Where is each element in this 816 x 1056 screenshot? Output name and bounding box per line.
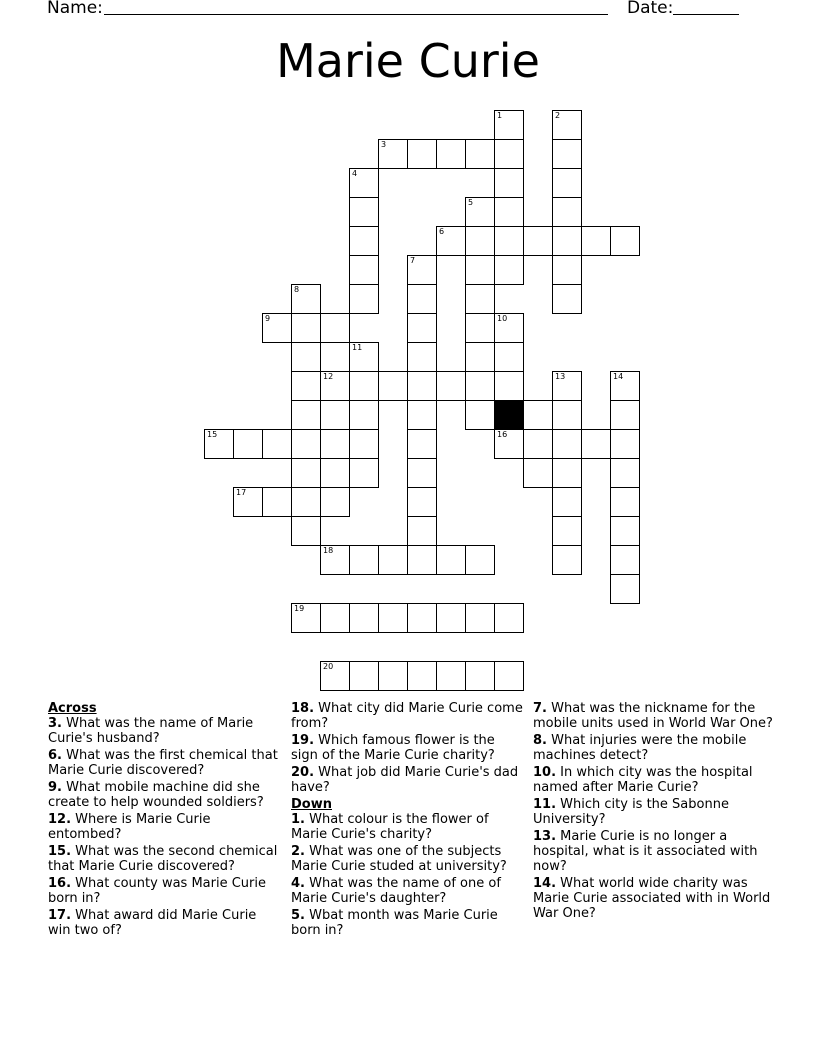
grid-cell[interactable]	[262, 487, 292, 517]
grid-cell[interactable]	[291, 400, 321, 430]
clue-number: 12.	[48, 812, 72, 827]
grid-cell[interactable]	[494, 139, 524, 169]
clue-item	[48, 876, 280, 906]
clue-item	[48, 716, 280, 746]
clue-item	[291, 844, 523, 874]
grid-cell[interactable]	[349, 545, 379, 575]
cell-number: 7	[410, 256, 416, 265]
clue-number: 11.	[533, 797, 557, 812]
grid-cell[interactable]	[378, 661, 408, 691]
grid-cell[interactable]	[291, 342, 321, 372]
grid-cell[interactable]	[349, 168, 379, 198]
clue-number: 20.	[291, 765, 315, 780]
clue-number: 9.	[48, 780, 62, 795]
clue-number: 13.	[533, 829, 557, 844]
grid-cell[interactable]	[494, 371, 524, 401]
grid-cell[interactable]	[494, 313, 524, 343]
grid-cell[interactable]	[436, 139, 466, 169]
grid-cell[interactable]	[291, 429, 321, 459]
grid-cell[interactable]	[494, 429, 524, 459]
grid-cell[interactable]	[407, 400, 437, 430]
grid-cell[interactable]	[436, 661, 466, 691]
grid-cell[interactable]	[407, 139, 437, 169]
grid-cell[interactable]	[407, 342, 437, 372]
clue-item	[533, 876, 773, 921]
clues-column-3	[533, 701, 773, 923]
clue-text: Which famous flower is the sign of the Marie Curie charity?	[291, 733, 495, 763]
grid-cell[interactable]	[465, 400, 495, 430]
grid-cell[interactable]	[436, 603, 466, 633]
grid-cell[interactable]	[465, 255, 495, 285]
grid-cell[interactable]	[320, 661, 350, 691]
clue-item	[48, 812, 280, 842]
cell-number: 10	[497, 314, 508, 323]
grid-cell[interactable]	[204, 429, 234, 459]
name-label: Name:	[47, 0, 103, 18]
clue-number: 14.	[533, 876, 557, 891]
grid-cell[interactable]	[494, 661, 524, 691]
grid-cell[interactable]	[407, 545, 437, 575]
cell-number: 2	[555, 111, 561, 120]
grid-cell[interactable]	[378, 545, 408, 575]
clue-item	[291, 765, 523, 795]
grid-cell[interactable]	[465, 342, 495, 372]
grid-cell[interactable]	[291, 516, 321, 546]
clue-item	[291, 812, 523, 842]
grid-cell[interactable]	[378, 139, 408, 169]
clue-text: What colour is the flower of Marie Curie's charity?	[291, 812, 489, 842]
grid-cell[interactable]	[465, 661, 495, 691]
clue-item	[291, 908, 523, 938]
grid-cell[interactable]	[320, 545, 350, 575]
date-label: Date:	[627, 0, 674, 18]
cell-number: 13	[555, 372, 566, 381]
grid-cell[interactable]	[349, 429, 379, 459]
grid-cell[interactable]	[523, 458, 553, 488]
grid-cell[interactable]	[320, 487, 350, 517]
grid-cell[interactable]	[494, 603, 524, 633]
grid-cell[interactable]	[494, 110, 524, 140]
grid-cell[interactable]	[523, 429, 553, 459]
grid-cell[interactable]	[581, 429, 611, 459]
grid-cell[interactable]	[494, 342, 524, 372]
cell-number: 17	[236, 488, 247, 497]
grid-cell[interactable]	[552, 168, 582, 198]
clue-text: What job did Marie Curie's dad have?	[291, 765, 519, 795]
clue-number: 18.	[291, 701, 315, 716]
clue-text: What county was Marie Curie born in?	[48, 876, 266, 906]
grid-cell[interactable]	[465, 284, 495, 314]
grid-cell[interactable]	[320, 371, 350, 401]
cell-number: 6	[439, 227, 445, 236]
grid-cell[interactable]	[349, 226, 379, 256]
cell-number: 16	[497, 430, 508, 439]
clue-text: What world wide charity was Marie Curie associated with in World War One?	[533, 876, 771, 921]
cell-number: 11	[352, 343, 363, 352]
grid-cell[interactable]	[465, 226, 495, 256]
clue-item	[533, 797, 773, 827]
grid-cell[interactable]	[349, 603, 379, 633]
clue-item	[533, 701, 773, 731]
clue-number: 16.	[48, 876, 72, 891]
grid-cell[interactable]	[465, 197, 495, 227]
grid-cell[interactable]	[465, 603, 495, 633]
page-title: Marie Curie	[276, 34, 540, 88]
clue-text: Where is Marie Curie entombed?	[48, 812, 211, 842]
grid-cell[interactable]	[407, 603, 437, 633]
grid-cell[interactable]	[552, 371, 582, 401]
clue-number: 10.	[533, 765, 557, 780]
grid-cell[interactable]	[262, 429, 292, 459]
grid-cell[interactable]	[552, 400, 582, 430]
grid-cell[interactable]	[552, 226, 582, 256]
grid-cell[interactable]	[291, 284, 321, 314]
clue-text: Which city is the Sabonne University?	[533, 797, 729, 827]
grid-cell[interactable]	[610, 574, 640, 604]
clue-text: Marie Curie is no longer a hospital, what is it associated with now?	[533, 829, 758, 874]
grid-cell[interactable]	[465, 313, 495, 343]
grid-cell[interactable]	[436, 545, 466, 575]
clue-number: 4.	[291, 876, 305, 891]
grid-cell[interactable]	[494, 168, 524, 198]
clue-text: What was the first chemical that Marie Curie discovered?	[48, 748, 278, 778]
grid-cell[interactable]	[291, 458, 321, 488]
grid-cell[interactable]	[581, 226, 611, 256]
grid-cell[interactable]	[610, 516, 640, 546]
clue-item	[533, 765, 773, 795]
grid-cell[interactable]	[610, 371, 640, 401]
cell-number: 1	[497, 111, 503, 120]
across-heading: Across	[48, 701, 97, 716]
clue-text: What was the second chemical that Marie Curie discovered?	[48, 844, 278, 874]
grid-cell[interactable]	[349, 284, 379, 314]
grid-cell[interactable]	[465, 545, 495, 575]
grid-cell[interactable]	[320, 429, 350, 459]
grid-cell[interactable]	[552, 458, 582, 488]
cell-number: 4	[352, 169, 358, 178]
clue-number: 19.	[291, 733, 315, 748]
clue-number: 2.	[291, 844, 305, 859]
clue-number: 5.	[291, 908, 305, 923]
clue-text: What was one of the subjects Marie Curie studed at university?	[291, 844, 507, 874]
grid-cell[interactable]	[465, 139, 495, 169]
grid-cell[interactable]	[262, 313, 292, 343]
grid-cell[interactable]	[407, 255, 437, 285]
grid-cell[interactable]	[407, 458, 437, 488]
clue-item	[48, 844, 280, 874]
clue-text: What mobile machine did she create to help wounded soldiers?	[48, 780, 264, 810]
cell-number: 18	[323, 546, 334, 555]
clue-item	[48, 748, 280, 778]
grid-cell[interactable]	[552, 197, 582, 227]
clue-text: In which city was the hospital named after Marie Curie?	[533, 765, 753, 795]
down-heading: Down	[291, 797, 332, 812]
clue-number: 15.	[48, 844, 72, 859]
grid-cell[interactable]	[349, 255, 379, 285]
grid-cell[interactable]	[523, 400, 553, 430]
grid-cell[interactable]	[291, 487, 321, 517]
grid-cell[interactable]	[349, 342, 379, 372]
clue-text: Wbat month was Marie Curie born in?	[291, 908, 498, 938]
clue-item	[291, 733, 523, 763]
clue-number: 8.	[533, 733, 547, 748]
clue-number: 3.	[48, 716, 62, 731]
grid-cell[interactable]	[320, 603, 350, 633]
cell-number: 14	[613, 372, 624, 381]
grid-cell[interactable]	[610, 400, 640, 430]
cell-number: 5	[468, 198, 474, 207]
grid-cell[interactable]	[378, 603, 408, 633]
grid-cell[interactable]	[552, 284, 582, 314]
clue-number: 7.	[533, 701, 547, 716]
grid-cell[interactable]	[349, 197, 379, 227]
grid-cell[interactable]	[291, 313, 321, 343]
grid-cell[interactable]	[610, 487, 640, 517]
grid-cell[interactable]	[407, 284, 437, 314]
cell-number: 12	[323, 372, 334, 381]
clues-column-2	[291, 701, 523, 940]
grid-cell[interactable]	[552, 255, 582, 285]
grid-cell[interactable]	[407, 487, 437, 517]
clue-text: What was the nickname for the mobile units used in World War One?	[533, 701, 773, 731]
cell-number: 9	[265, 314, 271, 323]
grid-cell[interactable]	[349, 400, 379, 430]
clue-text: What award did Marie Curie win two of?	[48, 908, 257, 938]
grid-cell[interactable]	[349, 661, 379, 691]
grid-cell[interactable]	[552, 429, 582, 459]
clue-text: What city did Marie Curie come from?	[291, 701, 523, 731]
grid-cell[interactable]	[407, 661, 437, 691]
grid-cell[interactable]	[291, 603, 321, 633]
grid-cell[interactable]	[349, 458, 379, 488]
grid-cell[interactable]	[552, 516, 582, 546]
grid-cell[interactable]	[436, 371, 466, 401]
grid-cell[interactable]	[407, 429, 437, 459]
clue-item	[533, 733, 773, 763]
cell-number: 15	[207, 430, 218, 439]
grid-cell[interactable]	[610, 429, 640, 459]
grid-cell[interactable]	[349, 371, 379, 401]
grid-cell[interactable]	[465, 371, 495, 401]
clue-number: 17.	[48, 908, 72, 923]
grid-cell[interactable]	[552, 545, 582, 575]
clue-item	[48, 780, 280, 810]
clue-item	[291, 701, 523, 731]
grid-cell[interactable]	[552, 139, 582, 169]
grid-cell[interactable]	[494, 255, 524, 285]
clue-text: What was the name of one of Marie Curie's daughter?	[291, 876, 501, 906]
grid-cell[interactable]	[552, 110, 582, 140]
black-cell	[494, 400, 524, 430]
grid-cell[interactable]	[407, 371, 437, 401]
clue-number: 1.	[291, 812, 305, 827]
clue-text: What injuries were the mobile machines detect?	[533, 733, 747, 763]
clue-item	[533, 829, 773, 874]
grid-cell[interactable]	[494, 197, 524, 227]
cell-number: 20	[323, 662, 334, 671]
clue-item	[48, 908, 280, 938]
grid-cell[interactable]	[378, 371, 408, 401]
grid-cell[interactable]	[523, 226, 553, 256]
grid-cell[interactable]	[291, 371, 321, 401]
grid-cell[interactable]	[407, 516, 437, 546]
grid-cell[interactable]	[407, 313, 437, 343]
grid-cell[interactable]	[610, 458, 640, 488]
grid-cell[interactable]	[552, 487, 582, 517]
grid-cell[interactable]	[494, 226, 524, 256]
grid-cell[interactable]	[233, 429, 263, 459]
cell-number: 3	[381, 140, 387, 149]
grid-cell[interactable]	[436, 226, 466, 256]
grid-cell[interactable]	[610, 545, 640, 575]
cell-number: 8	[294, 285, 300, 294]
clues-column-1	[48, 701, 280, 940]
clue-item	[291, 876, 523, 906]
grid-cell[interactable]	[610, 226, 640, 256]
grid-cell[interactable]	[233, 487, 263, 517]
cell-number: 19	[294, 604, 305, 613]
clue-text: What was the name of Marie Curie's husband?	[48, 716, 254, 746]
clue-number: 6.	[48, 748, 62, 763]
grid-cell[interactable]	[320, 313, 350, 343]
